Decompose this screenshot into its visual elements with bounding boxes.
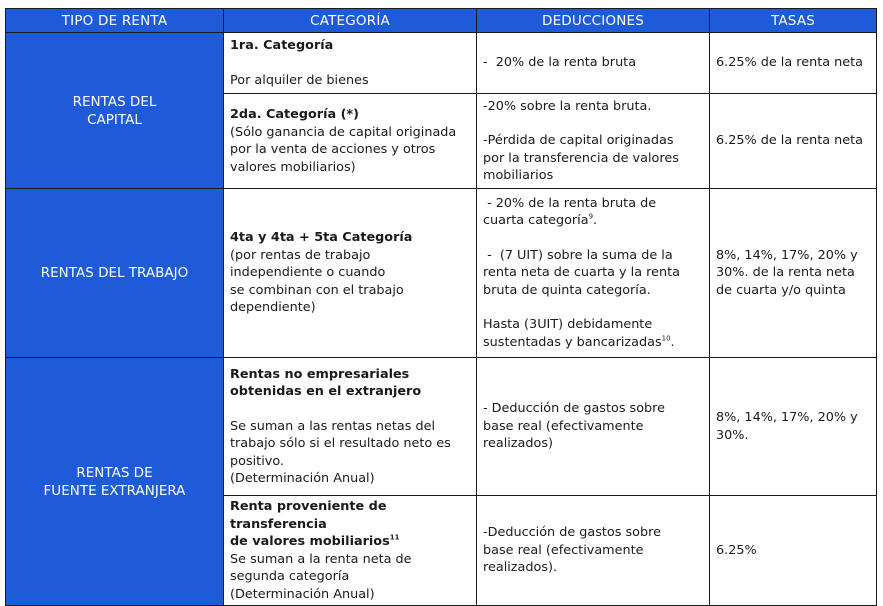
deduction-text: renta neta de cuarta y la renta — [483, 265, 680, 281]
category-text: (Sólo ganancia de capital originada — [230, 124, 457, 140]
type-rentas-del-trabajo — [6, 189, 224, 358]
rate-cell — [710, 358, 877, 496]
rate-text: 6.25% de la renta neta — [716, 55, 863, 71]
category-text: (Determinación Anual) — [230, 586, 375, 602]
footnote-marker: 9 — [588, 212, 594, 221]
deduction-text: - 20% de la renta bruta — [483, 55, 637, 71]
footnote-marker: 10 — [661, 334, 671, 343]
type-label: CAPITAL — [87, 111, 142, 128]
type-label: RENTAS DE — [76, 464, 153, 481]
deduction-text: realizados). — [483, 560, 558, 576]
category-title: Renta proveniente de transferencia — [230, 499, 387, 532]
deductions-cell — [477, 94, 710, 189]
deduction-text: realizados) — [483, 436, 553, 452]
deduction-text: por la transferencia de valores — [483, 150, 679, 166]
rate-text: 6.25% — [716, 542, 757, 558]
category-text: (por rentas de trabajo — [230, 247, 371, 263]
deduction-text: -Deducción de gastos sobre — [483, 525, 661, 541]
category-text: (Determinación Anual) — [230, 471, 375, 486]
category-title — [230, 533, 470, 551]
category-text: valores mobiliarios) — [230, 159, 356, 175]
category-title: obtenidas en el extranjero — [230, 384, 422, 399]
rate-text: 30%. de la renta neta — [716, 265, 855, 281]
category-text: Se suman a las rentas netas del — [230, 418, 436, 434]
table-row — [6, 33, 877, 94]
deductions-cell — [477, 358, 710, 496]
table-row — [6, 189, 877, 358]
deduction-text: . — [670, 334, 675, 350]
type-rentas-del-capital — [6, 33, 224, 189]
deduction-text: sustentadas y bancarizadas — [483, 334, 662, 350]
type-label: RENTAS DEL — [72, 93, 157, 110]
category-title: 2da. Categoría (*) — [230, 107, 359, 122]
deduction-text: -Pérdida de capital originadas — [483, 133, 674, 148]
category-text: segunda categoría — [230, 569, 350, 584]
table-row — [6, 358, 877, 496]
category-cell — [224, 496, 477, 606]
category-cell — [224, 358, 477, 496]
header-tasas: TASAS — [710, 9, 877, 33]
deduction-text: - (7 UIT) sobre la suma de la — [483, 247, 673, 263]
category-text: independiente o cuando — [230, 265, 386, 281]
rate-text: 8%, 14%, 17%, 20% y — [716, 247, 858, 263]
rate-cell — [710, 94, 877, 189]
deduction-text: mobiliarios — [483, 168, 554, 183]
category-title: 4ta y 4ta + 5ta Categoría — [230, 230, 413, 246]
category-text: se combinan con el trabajo — [230, 282, 404, 298]
tax-table — [5, 8, 877, 606]
category-text: por la venta de acciones y otros — [230, 142, 436, 157]
rate-text: de cuarta y/o quinta — [716, 282, 846, 298]
type-label: FUENTE EXTRANJERA — [43, 482, 186, 499]
deductions-cell — [477, 189, 710, 358]
category-text: Se suman a la renta neta de — [230, 551, 412, 567]
deduction-text: - Deducción de gastos sobre — [483, 401, 666, 417]
deduction-text: . — [593, 213, 598, 229]
category-title: de valores mobiliarios — [230, 534, 390, 549]
header-categoria: CATEGORÍA — [224, 9, 477, 33]
category-cell — [224, 94, 477, 189]
deduction-text: - 20% de la renta bruta de — [483, 195, 657, 211]
rate-cell — [710, 496, 877, 606]
rate-text: 6.25% de la renta neta — [716, 133, 863, 149]
deduction-text — [483, 212, 703, 230]
rate-cell — [710, 189, 877, 358]
category-title: 1ra. Categoría — [230, 38, 334, 53]
category-text: dependiente) — [230, 300, 316, 316]
tax-table-container — [5, 8, 876, 606]
category-text: Por alquiler de bienes — [230, 72, 369, 88]
deductions-cell — [477, 496, 710, 606]
deduction-text: base real (efectivamente — [483, 542, 644, 558]
category-cell — [224, 189, 477, 358]
category-text: trabajo sólo si el resultado neto es — [230, 436, 451, 451]
rate-text: 30%. — [716, 427, 749, 443]
deduction-text: base real (efectivamente — [483, 418, 644, 434]
deduction-text: Hasta (3UIT) debidamente — [483, 317, 653, 333]
deduction-text: cuarta categoría — [483, 213, 589, 229]
category-title: Rentas no empresariales — [230, 366, 410, 382]
deduction-text — [483, 334, 703, 352]
header-tipo-de-renta: TIPO DE RENTA — [6, 9, 224, 33]
deduction-text: -20% sobre la renta bruta. — [483, 98, 652, 114]
type-label: RENTAS DEL TRABAJO — [40, 265, 189, 281]
deduction-text: bruta de quinta categoría. — [483, 282, 651, 298]
rate-cell — [710, 33, 877, 94]
rate-text: 8%, 14%, 17%, 20% y — [716, 410, 858, 425]
category-text: positivo. — [230, 453, 284, 469]
deductions-cell — [477, 33, 710, 94]
category-cell — [224, 33, 477, 94]
type-rentas-de-fuente-extranjera — [6, 358, 224, 606]
header-deducciones: DEDUCCIONES — [477, 9, 710, 33]
header-row — [6, 9, 877, 33]
footnote-marker: 11 — [389, 533, 400, 542]
